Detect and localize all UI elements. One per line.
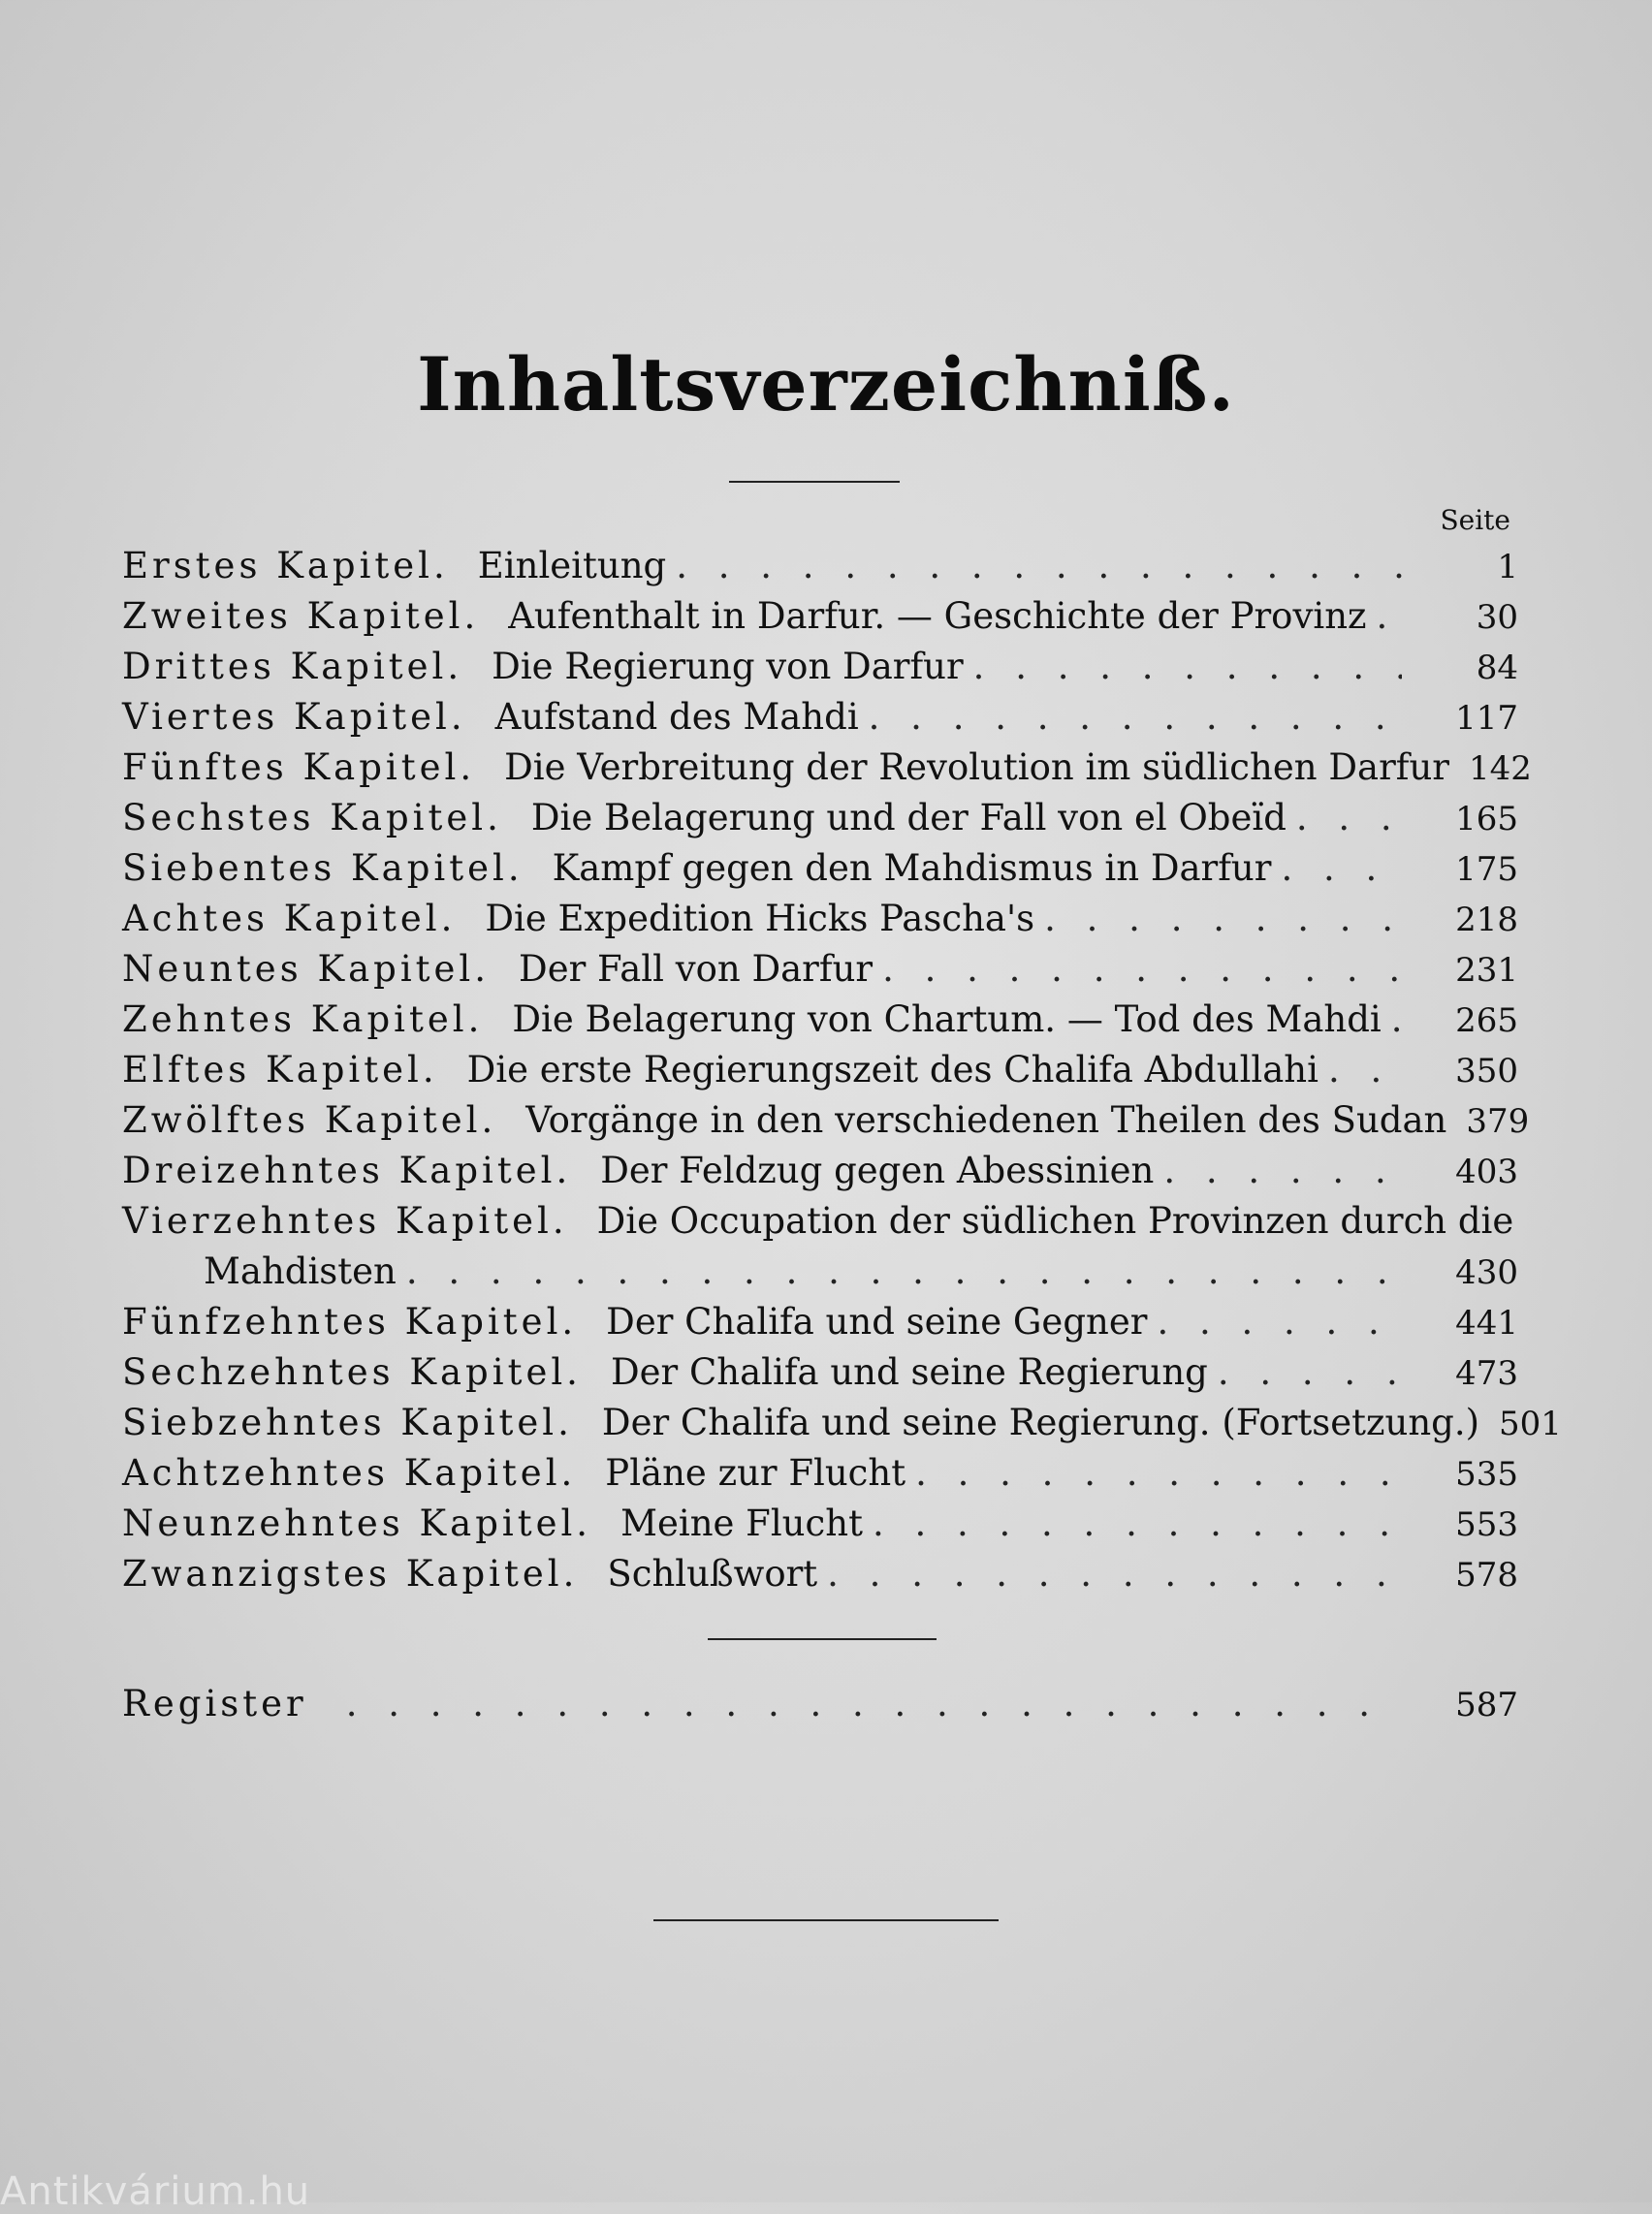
chapter-label: Fünftes Kapitel.: [122, 746, 476, 788]
page-number: 501: [1499, 1405, 1562, 1443]
page-number: 218: [1455, 901, 1518, 939]
chapter-label: Dreizehntes Kapitel.: [122, 1150, 572, 1191]
toc-entry: [122, 898, 1518, 948]
chapter-heading: Der Feldzug gegen Abessinien: [600, 1150, 1155, 1191]
page-number: 535: [1455, 1455, 1518, 1494]
dot-leader: [869, 696, 1402, 738]
page-number: 553: [1455, 1505, 1518, 1544]
toc-entry: [122, 1099, 1530, 1150]
chapter-heading: Der Fall von Darfur: [519, 948, 874, 990]
dot-leader: [1391, 998, 1402, 1040]
page-number: 403: [1455, 1153, 1518, 1191]
chapter-label: Vierzehntes Kapitel.: [122, 1200, 568, 1242]
page-number: 587: [1455, 1686, 1518, 1724]
dot-leader: [1281, 847, 1402, 889]
dot-leader: [1377, 595, 1402, 637]
toc-entry: [122, 1553, 1518, 1603]
page-number: 578: [1455, 1556, 1518, 1595]
chapter-heading: Einleitung: [477, 545, 667, 586]
dot-leader: [676, 545, 1402, 586]
watermark: Antikvárium.hu: [0, 2169, 311, 2214]
chapter-heading: Schlußwort: [607, 1553, 818, 1595]
toc-entry: [122, 646, 1518, 696]
chapter-label: Zwanzigstes Kapitel.: [122, 1553, 579, 1595]
chapter-heading: Meine Flucht: [620, 1502, 863, 1544]
chapter-label: Sechstes Kapitel.: [122, 797, 502, 838]
chapter-label: Zwölftes Kapitel.: [122, 1099, 497, 1141]
dot-leader: [1157, 1301, 1402, 1343]
chapter-heading: Die Belagerung von Chartum. — Tod des Mahdi: [512, 998, 1382, 1040]
chapter-label: Achtes Kapitel.: [122, 898, 457, 939]
register-entry: [122, 1683, 1518, 1733]
toc-entry: [122, 746, 1532, 797]
bottom-divider: [653, 1919, 999, 1921]
chapter-heading: Die Occupation der südlichen Provinzen durch die: [596, 1200, 1514, 1242]
dot-leader: [346, 1683, 1402, 1724]
chapter-label: Siebentes Kapitel.: [122, 847, 524, 889]
page-number: 117: [1455, 699, 1518, 738]
dot-leader: [973, 646, 1402, 687]
chapter-heading: Die Verbreitung der Revolution im südlichen Darfur: [504, 746, 1449, 788]
chapter-heading: Die Regierung von Darfur: [492, 646, 964, 687]
chapter-heading: Die erste Regierungszeit des Chalifa Abdullahi: [466, 1049, 1318, 1091]
toc-entry: [122, 1452, 1518, 1502]
chapter-label: Neunzehntes Kapitel.: [122, 1502, 592, 1544]
chapter-heading: Pläne zur Flucht: [605, 1452, 906, 1494]
chapter-label: Viertes Kapitel.: [122, 696, 466, 738]
chapter-label: Zweites Kapitel.: [122, 595, 480, 637]
dot-leader: [1044, 898, 1402, 939]
chapter-label: Sechzehntes Kapitel.: [122, 1351, 582, 1393]
page-title: Inhaltsverzeichniß.: [417, 341, 1235, 427]
toc-divider: [708, 1638, 937, 1640]
chapter-label: Neuntes Kapitel.: [122, 948, 491, 990]
page-number: 165: [1455, 800, 1518, 838]
chapter-label: Erstes Kapitel.: [122, 545, 449, 586]
page-number: 142: [1468, 749, 1532, 788]
title-divider: [729, 481, 900, 483]
page-number: 379: [1466, 1102, 1530, 1141]
dot-leader: [873, 1502, 1402, 1544]
chapter-heading: Die Belagerung und der Fall von el Obeïd: [530, 797, 1287, 838]
chapter-label: Siebzehntes Kapitel.: [122, 1402, 573, 1443]
dot-leader: [406, 1250, 1402, 1292]
page-number: 265: [1455, 1001, 1518, 1040]
chapter-heading-continued: Mahdisten: [204, 1250, 397, 1292]
toc-entry: [122, 1402, 1562, 1452]
toc-entry: [122, 595, 1518, 646]
toc-entry: [122, 998, 1518, 1049]
dot-leader: [1163, 1150, 1402, 1191]
chapter-heading: Aufstand des Mahdi: [494, 696, 859, 738]
chapter-heading: Vorgänge in den verschiedenen Theilen des Sudan: [525, 1099, 1447, 1141]
chapter-heading: Die Expedition Hicks Pascha's: [485, 898, 1035, 939]
register-section: [122, 1683, 1518, 1733]
page-number: 84: [1476, 648, 1518, 687]
page-number: 473: [1455, 1354, 1518, 1393]
toc-entry: [122, 1351, 1518, 1402]
chapter-heading: Der Chalifa und seine Gegner: [606, 1301, 1148, 1343]
register-label: Register: [122, 1683, 307, 1724]
chapter-label: Drittes Kapitel.: [122, 646, 463, 687]
page-number: 430: [1455, 1253, 1518, 1292]
chapter-heading: Der Chalifa und seine Regierung. (Fortsetzung.): [601, 1402, 1480, 1443]
page-number: 175: [1455, 850, 1518, 889]
chapter-label: Achtzehntes Kapitel.: [122, 1452, 577, 1494]
toc-entry: [122, 847, 1518, 898]
page-number: 30: [1476, 598, 1518, 637]
page-number: 231: [1455, 951, 1518, 990]
toc-entry: [122, 1150, 1518, 1200]
dot-leader: [1328, 1049, 1402, 1091]
chapter-label: Zehntes Kapitel.: [122, 998, 484, 1040]
toc-entry: [122, 696, 1518, 746]
chapter-heading: Der Chalifa und seine Regierung: [610, 1351, 1208, 1393]
toc-entry-continuation: [122, 1250, 1518, 1301]
page-column-label: Seite: [1440, 504, 1510, 536]
chapter-heading: Kampf gegen den Mahdismus in Darfur: [552, 847, 1272, 889]
toc-entry: [122, 948, 1518, 998]
dot-leader: [915, 1452, 1402, 1494]
toc-entry: [122, 797, 1518, 847]
chapter-label: Fünfzehntes Kapitel.: [122, 1301, 578, 1343]
toc-entry: [122, 1200, 1518, 1250]
toc-entry: [122, 1502, 1518, 1553]
dot-leader: [827, 1553, 1402, 1595]
chapter-label: Elftes Kapitel.: [122, 1049, 438, 1091]
page-number: 1: [1497, 548, 1518, 586]
page-number: 441: [1455, 1304, 1518, 1343]
toc-entry: [122, 1301, 1518, 1351]
dot-leader: [882, 948, 1402, 990]
toc-entry: [122, 545, 1518, 595]
dot-leader: [1296, 797, 1402, 838]
table-of-contents: [122, 545, 1562, 1603]
page-number: 350: [1455, 1052, 1518, 1091]
toc-entry: [122, 1049, 1518, 1099]
chapter-heading: Aufenthalt in Darfur. — Geschichte der Provinz: [508, 595, 1367, 637]
dot-leader: [1218, 1351, 1402, 1393]
